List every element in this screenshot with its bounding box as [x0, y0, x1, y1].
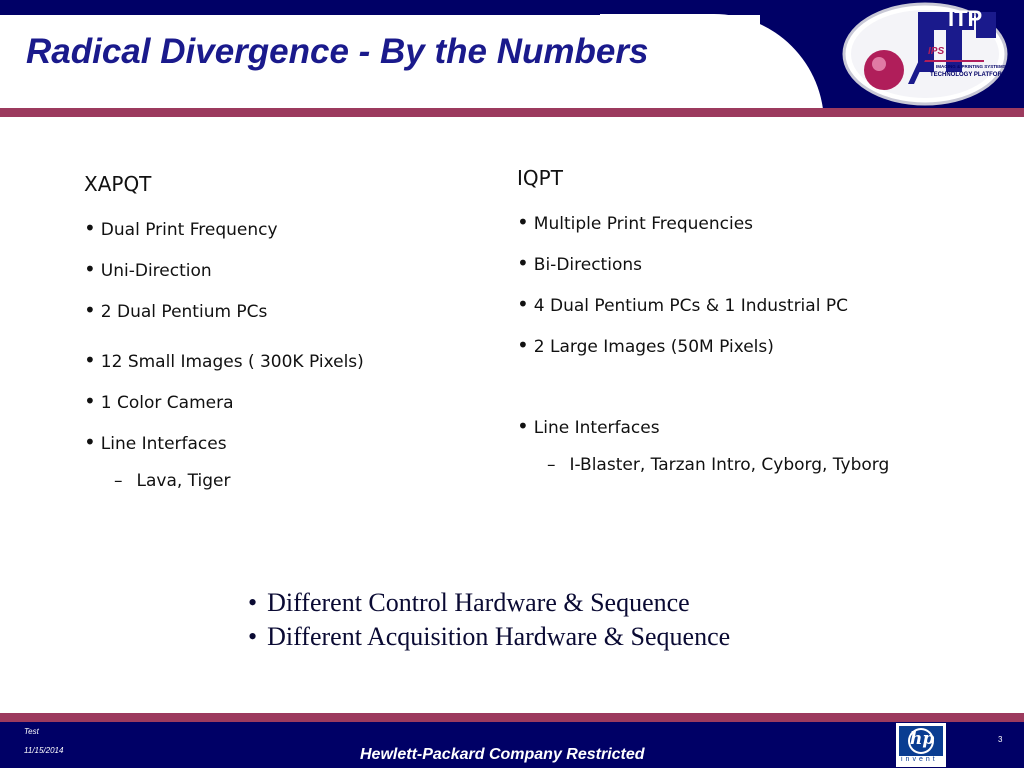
hp-invent-text: invent: [901, 756, 938, 763]
slide-title: Radical Divergence - By the Numbers: [26, 32, 649, 71]
list-item: • Bi-Directions: [517, 251, 642, 275]
header-divider: [0, 108, 1024, 117]
bullet-icon: •: [84, 430, 96, 454]
summary-item: • Different Acquisition Hardware & Sequence: [248, 622, 731, 651]
left-column-heading: XAPQT: [84, 172, 152, 196]
hp-mark: hp: [910, 729, 935, 749]
footer-date: 11/15/2014: [24, 746, 64, 755]
list-item: • 12 Small Images ( 300K Pixels): [84, 348, 364, 372]
logo-mark: ITP: [948, 6, 983, 31]
logo-tagline-2: TECHNOLOGY PLATFORMS: [930, 72, 1011, 78]
page-number: 3: [998, 735, 1003, 744]
right-column-heading: IQPT: [517, 166, 563, 190]
bullet-icon: •: [84, 257, 96, 281]
right-column: [517, 166, 937, 477]
bullet-icon: •: [84, 216, 96, 240]
footer-divider: [0, 713, 1024, 722]
logo-tagline-1: IMAGING & PRINTING SYSTEMS: [936, 64, 1006, 69]
list-item: • Multiple Print Frequencies: [517, 210, 754, 234]
list-item: • 2 Dual Pentium PCs: [84, 298, 268, 322]
hp-logo-icon: [896, 723, 946, 767]
left-column: [84, 172, 484, 493]
bullet-icon: •: [517, 333, 529, 357]
list-item: • Line Interfaces: [517, 414, 660, 438]
slide-footer: [0, 722, 1024, 768]
bullet-icon: •: [517, 292, 529, 316]
list-item: • Line Interfaces: [84, 430, 227, 454]
list-item: • 4 Dual Pentium PCs & 1 Industrial PC: [517, 292, 848, 316]
bullet-icon: •: [248, 588, 258, 617]
dash-icon: –: [114, 471, 123, 491]
slide-header: [0, 0, 1024, 111]
logo-small-mark: IPS: [928, 46, 945, 57]
list-spacer: [84, 337, 484, 346]
bullet-icon: •: [517, 251, 529, 275]
bullet-icon: •: [84, 389, 96, 413]
list-item: • 2 Large Images (50M Pixels): [517, 333, 774, 357]
footer-restricted-notice: Hewlett-Packard Company Restricted: [360, 746, 645, 763]
sub-list-item: – I-Blaster, Tarzan Intro, Cyborg, Tyborg: [547, 455, 890, 475]
bullet-icon: •: [517, 210, 529, 234]
itp-logo-icon: [842, 2, 1011, 106]
summary-list: [248, 586, 730, 654]
sub-list-item: – Lava, Tiger: [114, 471, 231, 491]
footer-label: Test: [24, 727, 39, 736]
bullet-icon: •: [517, 414, 529, 438]
summary-item: • Different Control Hardware & Sequence: [248, 588, 690, 617]
list-spacer: [517, 372, 937, 412]
bullet-icon: •: [84, 348, 96, 372]
bullet-icon: •: [84, 298, 96, 322]
list-item: • 1 Color Camera: [84, 389, 234, 413]
list-item: • Dual Print Frequency: [84, 216, 278, 240]
list-item: • Uni-Direction: [84, 257, 212, 281]
bullet-icon: •: [248, 622, 258, 651]
dash-icon: –: [547, 455, 556, 475]
